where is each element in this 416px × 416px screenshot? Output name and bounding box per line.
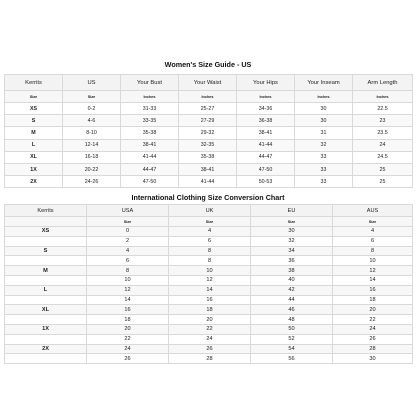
table-cell: 33 — [295, 151, 353, 163]
table-cell: 6 — [87, 256, 169, 266]
table-cell: 22 — [333, 315, 413, 325]
table-cell: 20-22 — [63, 163, 121, 175]
table-cell: 41-44 — [179, 176, 237, 188]
table-cell: 4-6 — [63, 115, 121, 127]
table-row — [5, 315, 413, 325]
table-cell: 24 — [333, 324, 413, 334]
table-cell: 44 — [251, 295, 333, 305]
table-cell: 14 — [169, 285, 251, 295]
unit-cell: Size — [63, 91, 121, 103]
table-cell: 47-50 — [237, 163, 295, 175]
header-aus: AUS — [333, 205, 413, 217]
table-cell: 33 — [295, 163, 353, 175]
table-cell: XS — [5, 227, 87, 237]
table-row — [5, 227, 413, 237]
unit-cell: Size — [333, 217, 413, 227]
table-cell: 33 — [295, 176, 353, 188]
table-cell: 22 — [87, 334, 169, 344]
table-cell: 50 — [251, 324, 333, 334]
table-cell: 25 — [353, 176, 413, 188]
table-cell: 27-29 — [179, 115, 237, 127]
table-cell: 20 — [87, 324, 169, 334]
table-row — [5, 344, 413, 354]
table-cell: 38-41 — [179, 163, 237, 175]
table-cell: 16 — [333, 285, 413, 295]
table-cell: 46 — [251, 305, 333, 315]
unit-cell: Inches — [179, 91, 237, 103]
table-cell: 38-41 — [237, 127, 295, 139]
table-cell: 14 — [333, 275, 413, 285]
table-cell: 12 — [333, 266, 413, 276]
table-row — [5, 115, 413, 127]
table-cell: 32 — [295, 139, 353, 151]
table-cell: 44-47 — [121, 163, 179, 175]
table-cell: 50-53 — [237, 176, 295, 188]
table-cell: XL — [5, 151, 63, 163]
header-bust: Your Bust — [121, 75, 179, 91]
table-cell: 24 — [87, 344, 169, 354]
table-cell: 30 — [295, 115, 353, 127]
header-hips: Your Hips — [237, 75, 295, 91]
header-arm-length: Arm Length — [353, 75, 413, 91]
table-row — [5, 127, 413, 139]
table-row — [5, 266, 413, 276]
table-cell: 38-41 — [121, 139, 179, 151]
table-cell — [5, 295, 87, 305]
table-cell: 41-44 — [121, 151, 179, 163]
header-inseam: Your Inseam — [295, 75, 353, 91]
header-usa: USA — [87, 205, 169, 217]
table-cell: 0-2 — [63, 103, 121, 115]
table-cell: 10 — [169, 266, 251, 276]
header-waist: Your Waist — [179, 75, 237, 91]
table-cell: 36-38 — [237, 115, 295, 127]
table-cell — [5, 275, 87, 285]
table-row — [5, 334, 413, 344]
table-cell: 2 — [87, 236, 169, 246]
table-row — [5, 285, 413, 295]
table-cell: 31-33 — [121, 103, 179, 115]
table-cell: 48 — [251, 315, 333, 325]
table-cell: 6 — [333, 236, 413, 246]
header-us: US — [63, 75, 121, 91]
table-cell: L — [5, 285, 87, 295]
table-cell: 28 — [333, 344, 413, 354]
header-uk: UK — [169, 205, 251, 217]
table-cell: 8 — [87, 266, 169, 276]
size-guide-units-row — [5, 91, 413, 103]
table-cell: 4 — [169, 227, 251, 237]
table-cell: 23.5 — [353, 127, 413, 139]
unit-cell: Size — [87, 217, 169, 227]
header-kerrits: Kerrits — [5, 205, 87, 217]
table-cell — [5, 236, 87, 246]
unit-cell: Size — [5, 91, 63, 103]
table-cell: 10 — [333, 256, 413, 266]
size-guide-table — [4, 74, 413, 188]
size-guide-title: Women's Size Guide - US — [164, 60, 252, 69]
table-cell: 20 — [333, 305, 413, 315]
table-cell: 31 — [295, 127, 353, 139]
table-cell: 52 — [251, 334, 333, 344]
table-cell: 16-18 — [63, 151, 121, 163]
table-cell: 26 — [333, 334, 413, 344]
table-row — [5, 176, 413, 188]
table-cell: 41-44 — [237, 139, 295, 151]
table-cell: 35-38 — [121, 127, 179, 139]
unit-cell: Size — [251, 217, 333, 227]
table-cell: 32-35 — [179, 139, 237, 151]
header-kerrits: Kerrits — [5, 75, 63, 91]
table-cell: 18 — [169, 305, 251, 315]
unit-cell: Size — [169, 217, 251, 227]
table-cell: 25-27 — [179, 103, 237, 115]
table-cell: XL — [5, 305, 87, 315]
conversion-chart-body — [5, 227, 413, 364]
table-row — [5, 246, 413, 256]
table-cell: 18 — [87, 315, 169, 325]
table-cell: 22 — [169, 324, 251, 334]
table-cell: 36 — [251, 256, 333, 266]
table-cell: S — [5, 246, 87, 256]
table-cell: 34-36 — [237, 103, 295, 115]
table-cell: 47-50 — [121, 176, 179, 188]
table-row — [5, 256, 413, 266]
table-cell: 28 — [169, 354, 251, 364]
table-cell: 54 — [251, 344, 333, 354]
table-cell: 1X — [5, 324, 87, 334]
conversion-header-row — [5, 205, 413, 217]
table-row — [5, 236, 413, 246]
conversion-chart-table — [4, 204, 413, 364]
table-cell: 26 — [169, 344, 251, 354]
table-cell: 6 — [169, 236, 251, 246]
table-cell: 56 — [251, 354, 333, 364]
table-cell: M — [5, 266, 87, 276]
table-cell: 30 — [333, 354, 413, 364]
table-row — [5, 151, 413, 163]
table-cell: 24-26 — [63, 176, 121, 188]
table-cell: 29-32 — [179, 127, 237, 139]
conversion-chart-title: International Clothing Size Conversion Chart — [131, 193, 285, 202]
table-cell: 12-14 — [63, 139, 121, 151]
table-cell: 24 — [353, 139, 413, 151]
unit-cell — [5, 217, 87, 227]
table-row — [5, 139, 413, 151]
table-row — [5, 275, 413, 285]
table-row — [5, 103, 413, 115]
table-cell — [5, 256, 87, 266]
table-cell: 25 — [353, 163, 413, 175]
table-cell: 26 — [87, 354, 169, 364]
table-cell: 42 — [251, 285, 333, 295]
table-cell: 34 — [251, 246, 333, 256]
table-row — [5, 354, 413, 364]
table-cell: 22.5 — [353, 103, 413, 115]
header-eu: EU — [251, 205, 333, 217]
table-cell: 24.5 — [353, 151, 413, 163]
table-cell: 1X — [5, 163, 63, 175]
table-cell: 8 — [333, 246, 413, 256]
unit-cell: Inches — [121, 91, 179, 103]
table-cell: 4 — [87, 246, 169, 256]
table-cell: 12 — [169, 275, 251, 285]
table-cell: S — [5, 115, 63, 127]
table-cell — [5, 315, 87, 325]
table-cell: 35-38 — [179, 151, 237, 163]
table-cell: XS — [5, 103, 63, 115]
table-cell: M — [5, 127, 63, 139]
table-cell: 40 — [251, 275, 333, 285]
table-cell: 2X — [5, 344, 87, 354]
size-guide-body — [5, 103, 413, 188]
table-cell: 20 — [169, 315, 251, 325]
table-cell: 24 — [169, 334, 251, 344]
unit-cell: Inches — [353, 91, 413, 103]
table-cell: 38 — [251, 266, 333, 276]
table-cell: 16 — [87, 305, 169, 315]
table-cell: 12 — [87, 285, 169, 295]
table-cell: 14 — [87, 295, 169, 305]
table-cell: 10 — [87, 275, 169, 285]
table-cell: 0 — [87, 227, 169, 237]
table-cell: 4 — [333, 227, 413, 237]
table-row — [5, 163, 413, 175]
table-cell: 18 — [333, 295, 413, 305]
conversion-units-row — [5, 217, 413, 227]
table-cell: 32 — [251, 236, 333, 246]
table-cell: 2X — [5, 176, 63, 188]
table-cell: 30 — [251, 227, 333, 237]
size-guide-header-row — [5, 75, 413, 91]
table-cell: 8-10 — [63, 127, 121, 139]
table-cell: 23 — [353, 115, 413, 127]
table-cell: 30 — [295, 103, 353, 115]
table-cell: 8 — [169, 256, 251, 266]
table-row — [5, 305, 413, 315]
table-row — [5, 295, 413, 305]
table-cell: 44-47 — [237, 151, 295, 163]
table-cell: 16 — [169, 295, 251, 305]
table-row — [5, 324, 413, 334]
table-cell — [5, 354, 87, 364]
table-cell: 8 — [169, 246, 251, 256]
table-cell — [5, 334, 87, 344]
table-cell: L — [5, 139, 63, 151]
table-cell: 33-35 — [121, 115, 179, 127]
unit-cell: Inches — [295, 91, 353, 103]
unit-cell: Inches — [237, 91, 295, 103]
